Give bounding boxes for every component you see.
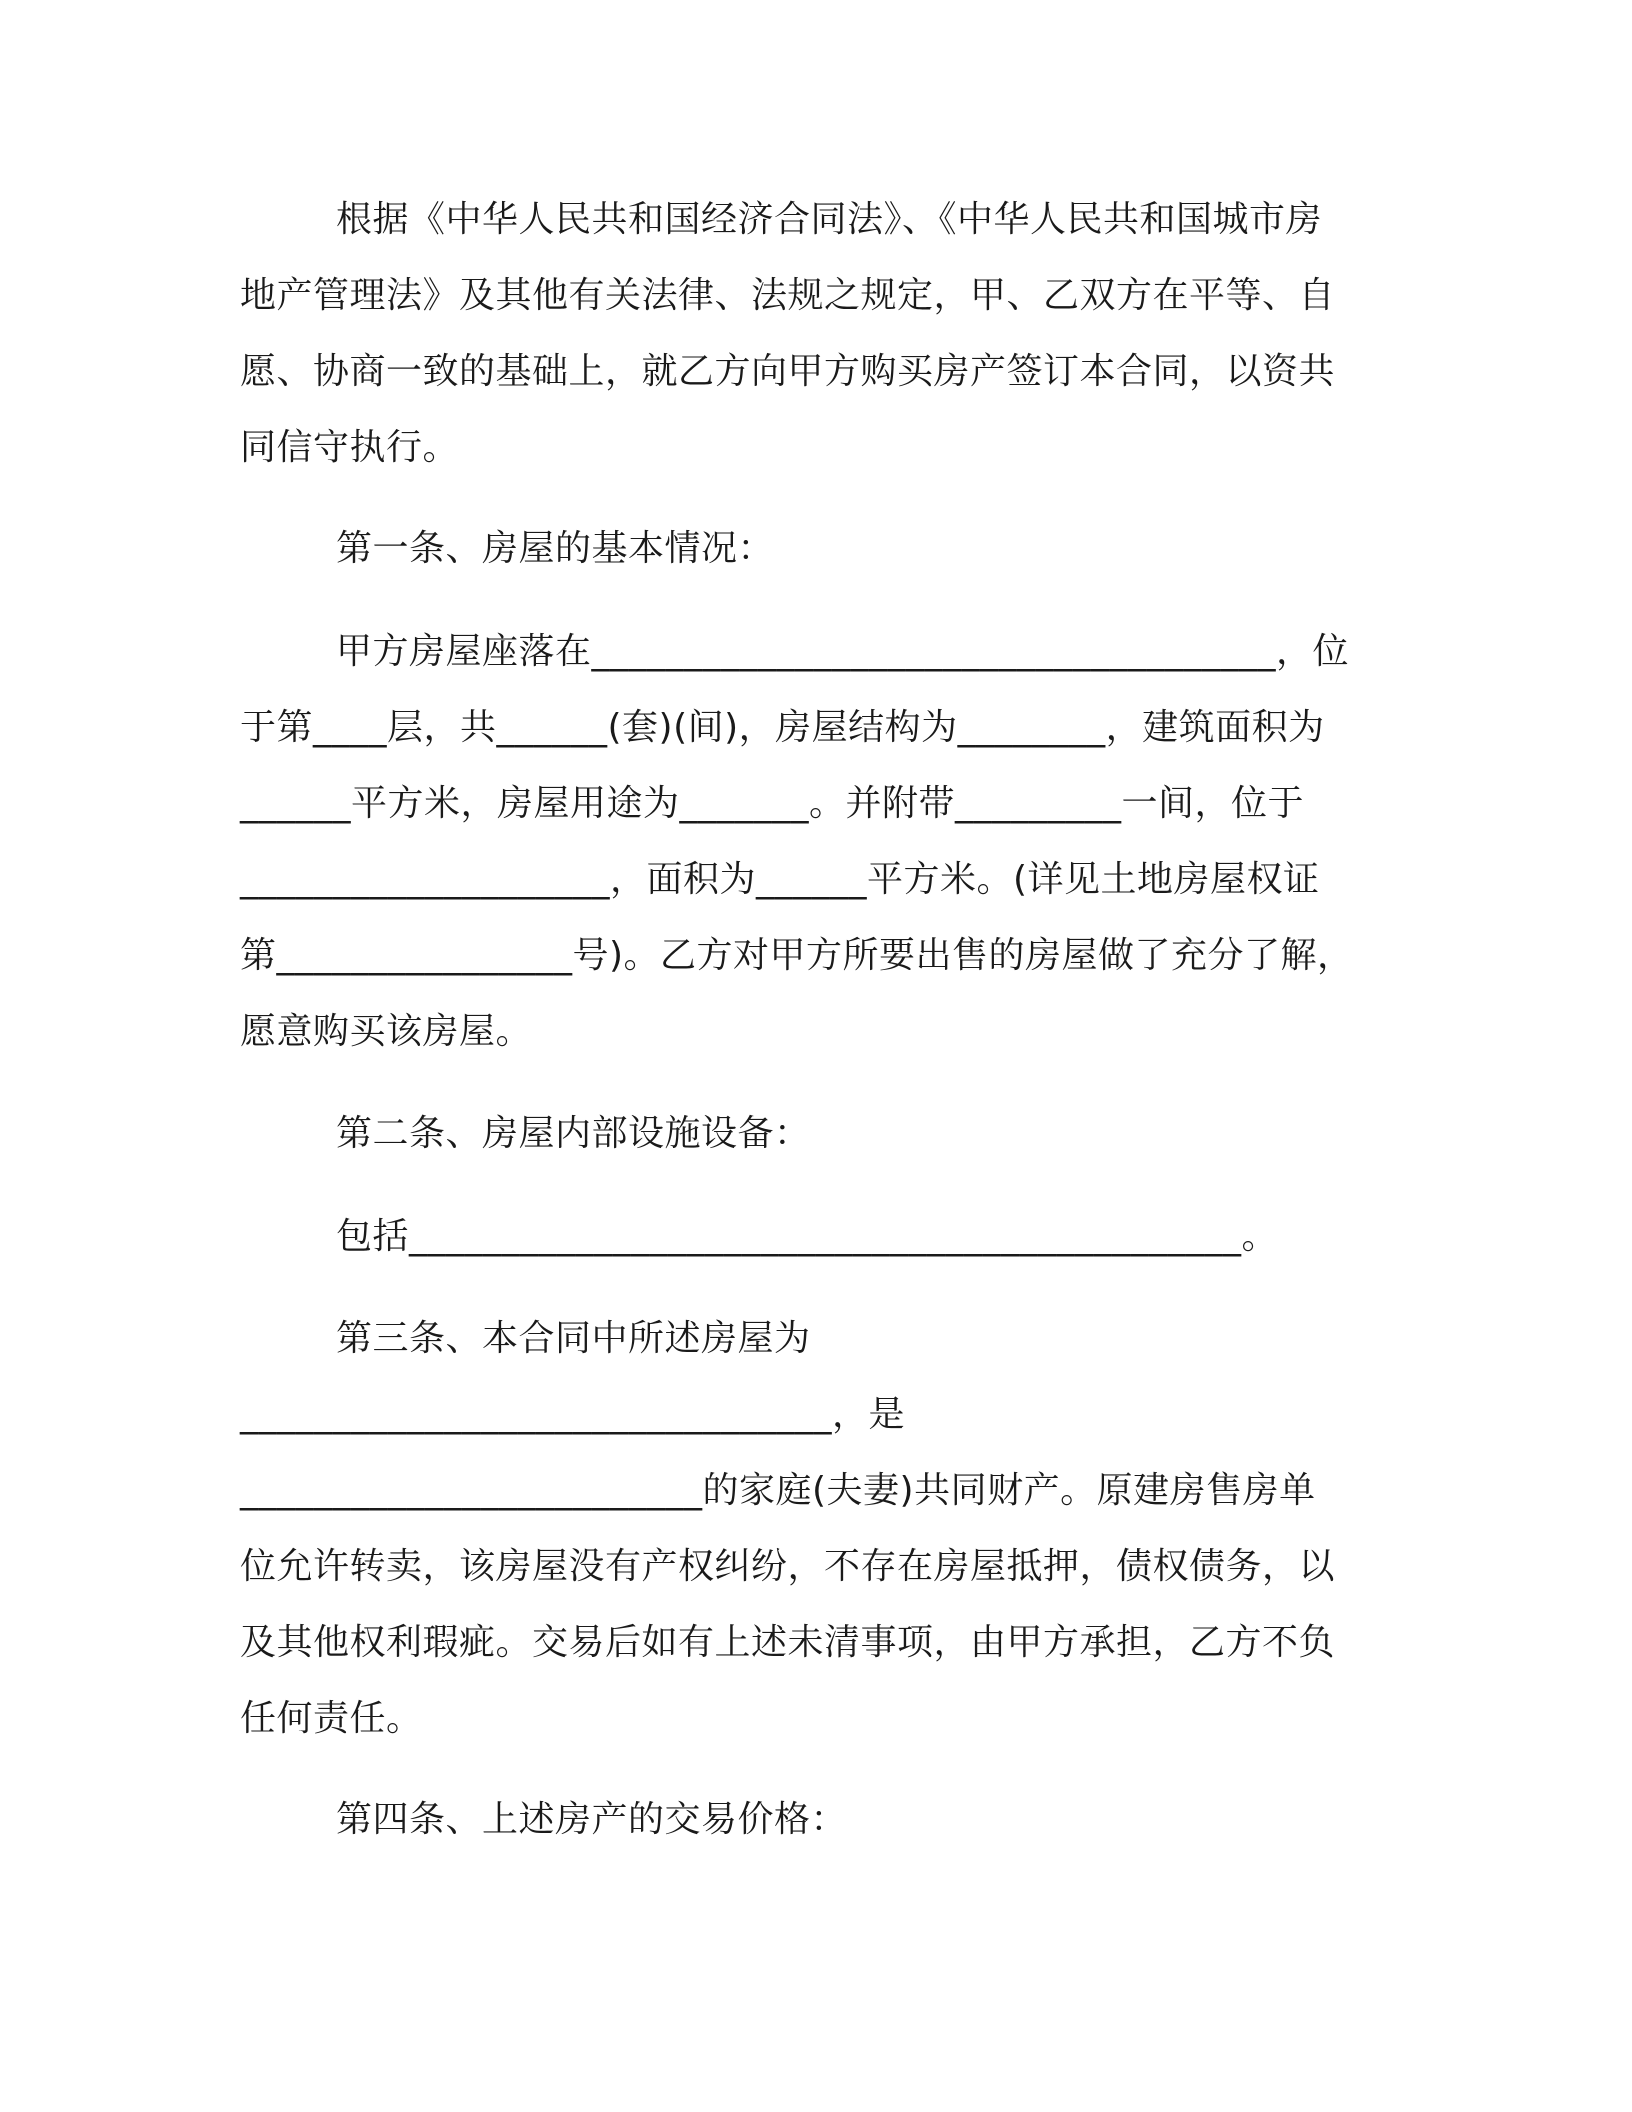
article-3-body-line-4: 及其他权利瑕疵。交易后如有上述未清事项，由甲方承担，乙方不负 (240, 1622, 1336, 1663)
article-3-body-line-1: ________________________________，是 (240, 1394, 905, 1435)
article-1-body-line-5: 第________________号)。乙方对甲方所要出售的房屋做了充分了解， (240, 935, 1354, 976)
article-3-body-line-2: _________________________的家庭(夫妻)共同财产。原建房售房单 (240, 1470, 1316, 1511)
paragraph-intro-line-4: 同信守执行。 (240, 427, 460, 468)
paragraph-intro-line-1: 根据《中华人民共和国经济合同法》、《中华人民共和国城市房 (336, 199, 1323, 240)
article-2-heading: 第二条、房屋内部设施设备： (336, 1113, 811, 1154)
paragraph-intro-line-3: 愿、协商一致的基础上，就乙方向甲方购买房产签订本合同，以资共 (240, 351, 1336, 392)
article-2-body-line-1: 包括_____________________________________________。 (336, 1216, 1278, 1257)
article-1-heading: 第一条、房屋的基本情况： (336, 528, 775, 569)
article-3-heading: 第三条、本合同中所述房屋为 (336, 1318, 811, 1359)
article-3-body-line-3: 位允许转卖，该房屋没有产权纠纷，不存在房屋抵押，债权债务，以 (240, 1546, 1336, 1587)
article-4-heading: 第四条、上述房产的交易价格： (336, 1799, 848, 1840)
paragraph-intro-line-2: 地产管理法》及其他有关法律、法规之规定，甲、乙双方在平等、自 (240, 275, 1336, 316)
article-1-body-line-4: ____________________，面积为______平方米。(详见土地房屋权证 (240, 859, 1320, 900)
article-1-body-line-2: 于第____层，共______(套)(间)，房屋结构为________，建筑面积为 (240, 707, 1325, 748)
article-1-body-line-6: 愿意购买该房屋。 (240, 1011, 533, 1052)
article-1-body-line-1: 甲方房屋座落在_____________________________________，位 (336, 631, 1350, 672)
article-1-body-line-3: ______平方米，房屋用途为_______。并附带_________一间，位于 (240, 783, 1305, 824)
article-3-body-line-5: 任何责任。 (240, 1698, 423, 1739)
